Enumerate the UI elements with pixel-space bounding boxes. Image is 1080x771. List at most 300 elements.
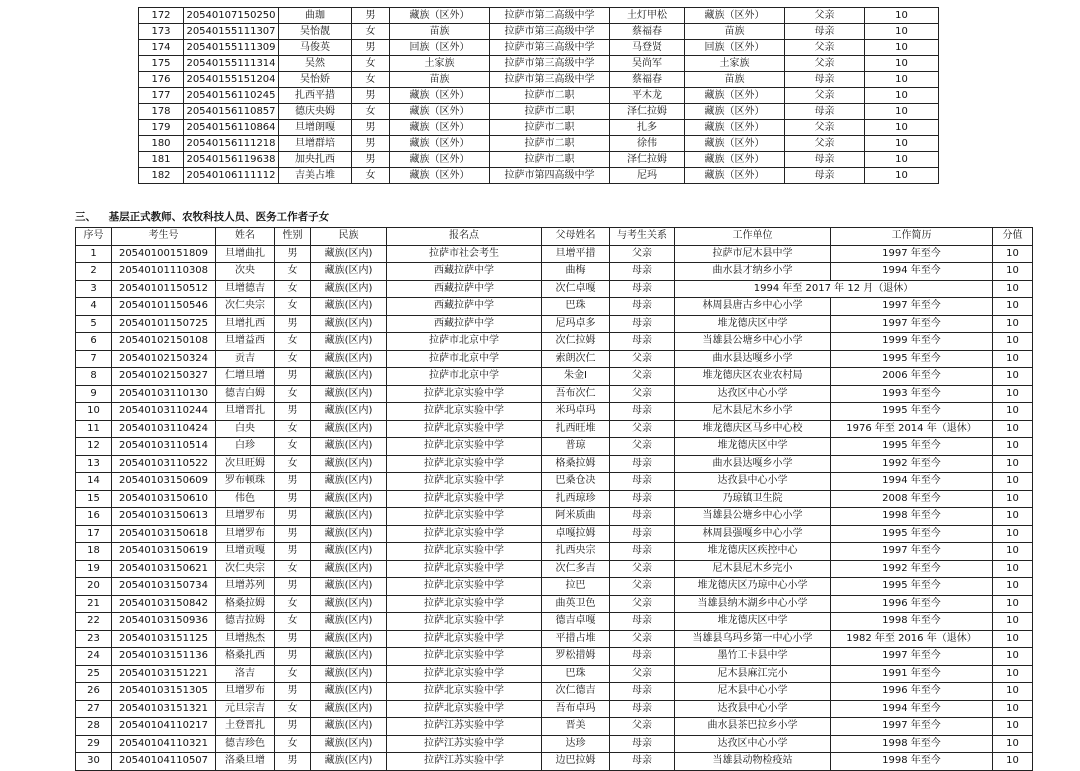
table-cell: 当雄县乌玛乡第一中心小学 — [675, 630, 831, 648]
table-cell: 23 — [76, 630, 112, 648]
table-cell: 当雄县动物检疫站 — [675, 753, 831, 771]
table-cell: 拉萨市尼木县中学 — [675, 245, 831, 263]
table-cell: 11 — [76, 420, 112, 438]
table-cell: 母亲 — [610, 263, 675, 281]
table-cell: 10 — [993, 613, 1033, 631]
table-row — [139, 88, 939, 104]
table-cell: 10 — [993, 578, 1033, 596]
column-header: 考生号 — [112, 228, 216, 246]
table-cell: 母亲 — [610, 473, 675, 491]
table-cell: 藏族(区内) — [311, 490, 387, 508]
table-cell: 10 — [993, 385, 1033, 403]
table-cell: 176 — [139, 72, 184, 88]
table-row — [139, 152, 939, 168]
table-cell: 元旦宗吉 — [216, 700, 275, 718]
table-cell: 藏族(区内) — [311, 280, 387, 298]
table-cell: 拉萨北京实验中学 — [387, 403, 542, 421]
table-cell: 旦增朗嘎 — [279, 120, 352, 136]
table1-body — [139, 8, 939, 184]
table-cell: 藏族(区内) — [311, 368, 387, 386]
table-row — [76, 578, 1033, 596]
table-cell: 德吉拉姆 — [216, 613, 275, 631]
table-cell: 藏族(区内) — [311, 613, 387, 631]
table-cell: 父亲 — [610, 665, 675, 683]
table-cell: 母亲 — [785, 152, 865, 168]
table-cell: 母亲 — [610, 683, 675, 701]
table-cell: 扎西央宗 — [542, 543, 610, 561]
table-cell: 10 — [865, 8, 939, 24]
table-cell: 藏族(区内) — [311, 560, 387, 578]
table-cell: 拉萨市二职 — [490, 88, 610, 104]
table-cell: 洛吉 — [216, 665, 275, 683]
table-cell: 父亲 — [785, 120, 865, 136]
table-cell: 20540156119638 — [184, 152, 279, 168]
table-row — [76, 245, 1033, 263]
table-row — [76, 560, 1033, 578]
table-cell: 西藏拉萨中学 — [387, 280, 542, 298]
table-cell: 父亲 — [785, 136, 865, 152]
table-cell: 拉萨北京实验中学 — [387, 473, 542, 491]
table-cell: 1992 年至今 — [831, 455, 993, 473]
table-cell: 10 — [993, 245, 1033, 263]
table-cell: 曲水县茶巴拉乡小学 — [675, 718, 831, 736]
table-cell: 罗布顿珠 — [216, 473, 275, 491]
table-cell: 父亲 — [610, 630, 675, 648]
table-cell: 20540104110217 — [112, 718, 216, 736]
table-cell: 普琼 — [542, 438, 610, 456]
table-row — [76, 665, 1033, 683]
table-cell: 25 — [76, 665, 112, 683]
table-cell: 男 — [352, 152, 390, 168]
table-cell: 1997 年至今 — [831, 245, 993, 263]
table-cell: 20540101150546 — [112, 298, 216, 316]
table-cell: 2006 年至今 — [831, 368, 993, 386]
table-cell: 14 — [76, 473, 112, 491]
table-cell: 10 — [865, 56, 939, 72]
table-cell: 20540103151221 — [112, 665, 216, 683]
table-cell: 181 — [139, 152, 184, 168]
table-cell: 扎西平措 — [279, 88, 352, 104]
table-cell: 卓嘎拉姆 — [542, 525, 610, 543]
table-cell: 藏族（区外） — [390, 152, 490, 168]
table-cell: 苗族 — [390, 72, 490, 88]
table-cell: 藏族（区外） — [685, 120, 785, 136]
table-cell: 1998 年至今 — [831, 753, 993, 771]
table-cell: 拉萨北京实验中学 — [387, 420, 542, 438]
table-cell: 20540103151125 — [112, 630, 216, 648]
table-cell: 10 — [993, 473, 1033, 491]
table-cell: 藏族(区内) — [311, 455, 387, 473]
table-cell: 女 — [275, 595, 311, 613]
table-cell: 母亲 — [610, 648, 675, 666]
table-cell: 藏族（区外） — [390, 168, 490, 184]
table-row — [76, 490, 1033, 508]
table-cell: 10 — [865, 88, 939, 104]
table-cell: 1995 年至今 — [831, 578, 993, 596]
table-cell: 男 — [275, 245, 311, 263]
table-row — [76, 613, 1033, 631]
table-cell: 徐伟 — [610, 136, 685, 152]
table-cell: 父亲 — [610, 245, 675, 263]
table-cell: 平木龙 — [610, 88, 685, 104]
table-cell: 平措占堆 — [542, 630, 610, 648]
table-cell: 男 — [275, 683, 311, 701]
table-cell: 28 — [76, 718, 112, 736]
table-cell: 母亲 — [610, 613, 675, 631]
table-cell: 父亲 — [610, 595, 675, 613]
table-cell: 拉萨市北京中学 — [387, 350, 542, 368]
table-cell: 藏族(区内) — [311, 403, 387, 421]
table-cell: 10 — [993, 298, 1033, 316]
column-header: 工作单位 — [675, 228, 831, 246]
table-cell: 母亲 — [610, 753, 675, 771]
table-cell: 母亲 — [610, 298, 675, 316]
table-cell: 20540103150613 — [112, 508, 216, 526]
table-cell: 20540102150324 — [112, 350, 216, 368]
column-header: 工作简历 — [831, 228, 993, 246]
table-cell: 土灯甲松 — [610, 8, 685, 24]
table-cell: 索朗次仁 — [542, 350, 610, 368]
table-cell: 阿米质曲 — [542, 508, 610, 526]
table-cell: 9 — [76, 385, 112, 403]
table-cell: 曲英卫色 — [542, 595, 610, 613]
table-cell: 藏族（区外） — [685, 168, 785, 184]
table-cell: 拉萨市第四高级中学 — [490, 168, 610, 184]
table-cell: 20540103110514 — [112, 438, 216, 456]
table-cell: 19 — [76, 560, 112, 578]
column-header: 序号 — [76, 228, 112, 246]
table-cell: 13 — [76, 455, 112, 473]
table-cell: 堆龙德庆区乃琼中心小学 — [675, 578, 831, 596]
table-cell: 拉萨北京实验中学 — [387, 630, 542, 648]
table-cell: 次仁多吉 — [542, 560, 610, 578]
table-cell: 172 — [139, 8, 184, 24]
table-cell: 10 — [865, 168, 939, 184]
table-cell: 藏族(区内) — [311, 350, 387, 368]
table-cell: 178 — [139, 104, 184, 120]
table-cell: 男 — [275, 403, 311, 421]
table-cell: 拉萨北京实验中学 — [387, 665, 542, 683]
table-cell: 182 — [139, 168, 184, 184]
table-cell: 母亲 — [610, 455, 675, 473]
table-cell: 拉萨北京实验中学 — [387, 525, 542, 543]
table-cell: 德吉珍色 — [216, 735, 275, 753]
table-cell: 母亲 — [785, 72, 865, 88]
table-cell: 扎多 — [610, 120, 685, 136]
table-cell: 12 — [76, 438, 112, 456]
table-cell: 父亲 — [610, 368, 675, 386]
table-cell: 藏族(区内) — [311, 683, 387, 701]
table-cell: 10 — [993, 368, 1033, 386]
table-cell: 20540103110244 — [112, 403, 216, 421]
table-cell: 女 — [275, 735, 311, 753]
table-cell: 藏族(区内) — [311, 315, 387, 333]
table-cell: 男 — [275, 718, 311, 736]
table-cell: 男 — [352, 136, 390, 152]
table-cell: 林周县唐古乡中心小学 — [675, 298, 831, 316]
table-cell: 洛桑旦增 — [216, 753, 275, 771]
table-cell: 拉巴 — [542, 578, 610, 596]
table-cell: 藏族（区外） — [390, 88, 490, 104]
table-cell: 21 — [76, 595, 112, 613]
table-cell: 巴珠 — [542, 298, 610, 316]
table-cell: 藏族(区内) — [311, 420, 387, 438]
table-cell: 父亲 — [610, 578, 675, 596]
table-cell: 吴怡娇 — [279, 72, 352, 88]
table-cell: 拉萨北京实验中学 — [387, 683, 542, 701]
table-cell: 20540156110245 — [184, 88, 279, 104]
table-row — [76, 403, 1033, 421]
table-row — [76, 595, 1033, 613]
table-cell: 父亲 — [785, 8, 865, 24]
table-cell: 20540104110507 — [112, 753, 216, 771]
table-cell: 20540107150250 — [184, 8, 279, 24]
table-cell: 10 — [993, 315, 1033, 333]
table-cell: 藏族（区外） — [685, 88, 785, 104]
table-cell: 20540103150621 — [112, 560, 216, 578]
table-cell: 藏族(区内) — [311, 595, 387, 613]
table-cell: 10 — [993, 525, 1033, 543]
table-cell: 1982 年至 2016 年（退休） — [831, 630, 993, 648]
table-cell: 20540156110864 — [184, 120, 279, 136]
table-cell: 藏族(区内) — [311, 648, 387, 666]
table-row — [76, 718, 1033, 736]
table-cell: 苗族 — [390, 24, 490, 40]
table-cell: 1991 年至今 — [831, 665, 993, 683]
table-cell: 10 — [993, 595, 1033, 613]
table-cell: 男 — [275, 578, 311, 596]
table-cell: 男 — [275, 543, 311, 561]
table-cell: 父亲 — [785, 56, 865, 72]
table-cell: 曲水县达嘎乡小学 — [675, 455, 831, 473]
table-cell: 蔡福春 — [610, 24, 685, 40]
table-cell: 女 — [275, 613, 311, 631]
table-row — [76, 543, 1033, 561]
table-cell: 20540155111314 — [184, 56, 279, 72]
table-cell: 6 — [76, 333, 112, 351]
table-cell: 24 — [76, 648, 112, 666]
table-cell: 旦增苏列 — [216, 578, 275, 596]
table-cell: 父亲 — [785, 40, 865, 56]
table-cell: 拉萨市第三高级中学 — [490, 40, 610, 56]
table-cell: 德庆央姆 — [279, 104, 352, 120]
column-header: 姓名 — [216, 228, 275, 246]
table-cell: 1994 年至今 — [831, 700, 993, 718]
table-cell: 10 — [865, 104, 939, 120]
table-cell: 墨竹工卡县中学 — [675, 648, 831, 666]
table-cell: 旦增德吉 — [216, 280, 275, 298]
table-cell: 藏族(区内) — [311, 753, 387, 771]
table-cell: 拉萨江苏实验中学 — [387, 718, 542, 736]
table-cell: 母亲 — [785, 168, 865, 184]
table-cell: 曲梅 — [542, 263, 610, 281]
table-cell: 10 — [993, 665, 1033, 683]
table-cell: 林周县强嘎乡中心小学 — [675, 525, 831, 543]
table-cell: 1994 年至今 — [831, 473, 993, 491]
table-cell: 拉萨市第三高级中学 — [490, 72, 610, 88]
table-cell: 男 — [275, 648, 311, 666]
table-row — [76, 455, 1033, 473]
table-cell: 马登贤 — [610, 40, 685, 56]
table-row — [76, 683, 1033, 701]
table-cell: 女 — [275, 385, 311, 403]
table-cell: 拉萨市第二高级中学 — [490, 8, 610, 24]
table-row — [139, 24, 939, 40]
table-cell: 次仁卓嘎 — [542, 280, 610, 298]
table-row — [139, 40, 939, 56]
table-cell: 旦增罗布 — [216, 683, 275, 701]
table-cell: 女 — [352, 56, 390, 72]
column-header: 性别 — [275, 228, 311, 246]
table-cell: 女 — [275, 455, 311, 473]
table-row — [76, 438, 1033, 456]
table-cell: 20540102150108 — [112, 333, 216, 351]
table-cell: 尼木县尼木乡小学 — [675, 403, 831, 421]
table-cell: 次仁央宗 — [216, 560, 275, 578]
table-cell: 拉萨市二职 — [490, 152, 610, 168]
column-header: 报名点 — [387, 228, 542, 246]
table-cell: 藏族(区内) — [311, 438, 387, 456]
table-cell: 10 — [865, 24, 939, 40]
table-cell: 藏族(区内) — [311, 735, 387, 753]
table-cell: 土家族 — [390, 56, 490, 72]
table-cell: 次央 — [216, 263, 275, 281]
table-cell: 堆龙德庆区农业农村局 — [675, 368, 831, 386]
table-cell: 拉萨北京实验中学 — [387, 648, 542, 666]
table-cell: 女 — [352, 72, 390, 88]
table-cell: 藏族（区外） — [685, 136, 785, 152]
table-cell: 10 — [993, 280, 1033, 298]
table-cell: 20540101110308 — [112, 263, 216, 281]
table-cell: 拉萨江苏实验中学 — [387, 753, 542, 771]
table-cell: 10 — [993, 508, 1033, 526]
table-row — [76, 525, 1033, 543]
table-cell: 女 — [352, 24, 390, 40]
table-cell: 母亲 — [610, 508, 675, 526]
table-row — [76, 315, 1033, 333]
table-cell: 藏族（区外） — [390, 8, 490, 24]
table-cell: 土家族 — [685, 56, 785, 72]
table-cell: 藏族(区内) — [311, 333, 387, 351]
table-cell: 藏族（区外） — [685, 104, 785, 120]
table-cell: 藏族（区外） — [685, 8, 785, 24]
table-cell: 男 — [275, 473, 311, 491]
table-cell: 藏族(区内) — [311, 578, 387, 596]
table-cell: 拉萨北京实验中学 — [387, 455, 542, 473]
table-cell: 达孜县中心小学 — [675, 473, 831, 491]
table-cell: 22 — [76, 613, 112, 631]
table-cell: 20540156111218 — [184, 136, 279, 152]
table-cell: 格桑拉姆 — [542, 455, 610, 473]
table-cell: 藏族（区外） — [390, 120, 490, 136]
table-cell: 堆龙德庆区疾控中心 — [675, 543, 831, 561]
table-cell: 1 — [76, 245, 112, 263]
table-cell: 父亲 — [610, 350, 675, 368]
table-cell: 20540104110321 — [112, 735, 216, 753]
table2-body — [76, 245, 1033, 770]
table-cell: 男 — [352, 40, 390, 56]
table-cell: 5 — [76, 315, 112, 333]
table-cell: 1994 年至今 — [831, 263, 993, 281]
table-cell: 父亲 — [610, 718, 675, 736]
table-cell: 母亲 — [610, 315, 675, 333]
table-cell: 苗族 — [685, 72, 785, 88]
table-cell: 拉萨市社会考生 — [387, 245, 542, 263]
table-cell: 20540103150610 — [112, 490, 216, 508]
table-cell: 175 — [139, 56, 184, 72]
table-cell: 10 — [993, 718, 1033, 736]
table-row — [76, 263, 1033, 281]
table-cell: 西藏拉萨中学 — [387, 315, 542, 333]
table-cell: 西藏拉萨中学 — [387, 298, 542, 316]
table-cell: 男 — [275, 753, 311, 771]
table-cell: 1996 年至今 — [831, 683, 993, 701]
table-row — [76, 473, 1033, 491]
table-cell: 晋美 — [542, 718, 610, 736]
table-cell: 10 — [993, 438, 1033, 456]
table-cell: 曲水县才纳乡小学 — [675, 263, 831, 281]
table-row — [76, 648, 1033, 666]
table-cell: 拉萨北京实验中学 — [387, 560, 542, 578]
table-cell: 10 — [993, 630, 1033, 648]
table-cell: 20540103110424 — [112, 420, 216, 438]
table-cell: 拉萨北京实验中学 — [387, 385, 542, 403]
table-cell: 1995 年至今 — [831, 525, 993, 543]
table-cell: 当雄县公塘乡中心小学 — [675, 333, 831, 351]
table-cell: 拉萨市北京中学 — [387, 368, 542, 386]
table-cell: 尼木县中心小学 — [675, 683, 831, 701]
table-row — [76, 735, 1033, 753]
table-cell: 177 — [139, 88, 184, 104]
table-row — [76, 630, 1033, 648]
table-cell: 当雄县纳木湖乡中心小学 — [675, 595, 831, 613]
table-cell: 1995 年至今 — [831, 403, 993, 421]
table-cell: 吴然 — [279, 56, 352, 72]
table-cell: 达珍 — [542, 735, 610, 753]
table-cell: 马俊英 — [279, 40, 352, 56]
table-cell: 拉萨北京实验中学 — [387, 595, 542, 613]
table-cell: 20540101150725 — [112, 315, 216, 333]
table-cell: 回族（区外） — [390, 40, 490, 56]
table-cell: 巴桑仓决 — [542, 473, 610, 491]
table-cell: 藏族(区内) — [311, 525, 387, 543]
table-cell: 20540103150734 — [112, 578, 216, 596]
table-cell: 蔡福春 — [610, 72, 685, 88]
table-cell: 藏族(区内) — [311, 630, 387, 648]
table-row — [76, 333, 1033, 351]
table-cell: 174 — [139, 40, 184, 56]
table-cell: 拉萨市二职 — [490, 104, 610, 120]
table-cell: 吴尚军 — [610, 56, 685, 72]
table-row — [139, 104, 939, 120]
table-cell: 旦增益西 — [216, 333, 275, 351]
column-header: 父母姓名 — [542, 228, 610, 246]
table-cell: 1995 年至今 — [831, 438, 993, 456]
table-cell: 旦增晋扎 — [216, 403, 275, 421]
table-cell: 女 — [275, 665, 311, 683]
table-cell: 旦增罗布 — [216, 508, 275, 526]
section-number: 三、 — [75, 211, 96, 223]
table-cell: 罗松措姆 — [542, 648, 610, 666]
table-cell: 曲水县达嘎乡小学 — [675, 350, 831, 368]
table-cell: 父亲 — [785, 88, 865, 104]
table-row — [139, 136, 939, 152]
table-cell: 男 — [275, 508, 311, 526]
table-row — [139, 8, 939, 24]
table2-header-row — [76, 228, 1033, 246]
table-cell: 拉萨北京实验中学 — [387, 543, 542, 561]
table-cell: 藏族(区内) — [311, 245, 387, 263]
